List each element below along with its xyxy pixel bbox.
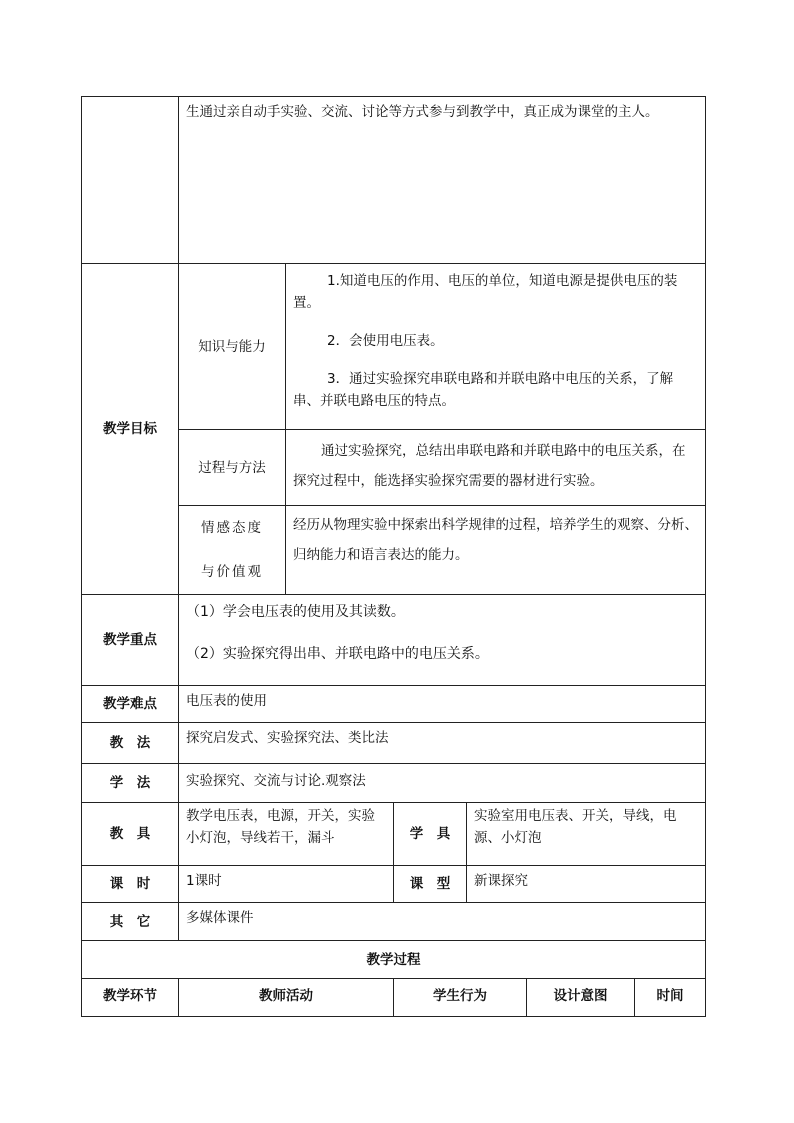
teacher-tools-label: 教 具 [109,826,151,842]
key-points-label: 教学重点 [103,632,157,648]
knowledge-item-1: 1.知道电压的作用、电压的单位，知道电源是提供电压的装置。 [293,273,678,311]
other-label: 其 它 [109,913,151,930]
student-tools-content-cell [466,802,706,866]
difficulty-content-cell [178,685,706,723]
column-header-teacher [178,978,394,1017]
learning-method-label-cell [81,763,179,803]
difficulty-label: 教学难点 [103,696,157,712]
intro-label-cell [81,96,179,264]
intro-text: 生通过亲自动手实验、交流、讨论等方式参与到教学中，真正成为课堂的主人。 [186,104,659,120]
teaching-method-label-cell [81,722,179,764]
learning-method-text: 实验探究、交流与讨论.观察法 [186,773,366,789]
emotion-label-cell [178,505,286,595]
hours-label: 课 时 [109,876,151,892]
emotion-label-line2: 与价值观 [201,564,263,580]
key-point-2: （2）实验探究得出串、并联电路中的电压关系。 [186,646,489,662]
process-header: 教学过程 [366,951,421,968]
student-tools-label: 学 具 [409,826,451,842]
hours-content-cell [178,865,394,903]
column-header-stage-label: 教学环节 [103,988,157,1004]
knowledge-label-cell [178,263,286,430]
type-content-cell [466,865,706,903]
knowledge-label: 知识与能力 [198,338,266,355]
process-content-cell [285,429,706,506]
column-header-student [393,978,527,1017]
knowledge-item-3: 3．通过实验探究串联电路和并联电路中电压的关系，了解串、并联电路电压的特点。 [293,371,674,409]
emotion-text: 经历从物理实验中探索出科学规律的过程，培养学生的观察、分析、归纳能力和语言表达的能力。 [293,517,698,563]
column-header-time [634,978,706,1017]
column-header-teacher-label: 教师活动 [259,988,313,1004]
type-label: 课 型 [409,876,451,892]
type-text: 新课探究 [474,873,528,889]
hours-label-cell [81,865,179,903]
learning-method-content-cell [178,763,706,803]
teacher-tools-content-cell [178,802,394,866]
column-header-intent-label: 设计意图 [553,988,608,1004]
teaching-method-label: 教 法 [109,735,151,751]
teacher-tools-label-cell [81,802,179,866]
student-tools-label-cell [393,802,467,866]
column-header-time-label: 时间 [656,988,684,1004]
objectives-label: 教学目标 [103,421,157,437]
process-header-cell [81,940,706,979]
key-points-label-cell [81,594,179,686]
teaching-method-content-cell [178,722,706,764]
student-tools-text: 实验室用电压表、开关，导线，电源、小灯泡 [474,808,677,846]
column-header-intent [526,978,635,1017]
column-header-student-label: 学生行为 [433,988,487,1004]
type-label-cell [393,865,467,903]
emotion-content-cell [285,505,706,595]
process-text: 通过实验探究，总结出串联电路和并联电路中的电压关系，在探究过程中，能选择实验探究需要的器材进行实验。 [293,443,686,489]
teacher-tools-text: 教学电压表，电源，开关，实验小灯泡，导线若干，漏斗 [186,808,375,846]
other-text: 多媒体课件 [186,910,254,926]
knowledge-content-cell [285,263,706,430]
knowledge-item-2: 2．会使用电压表。 [327,333,444,349]
column-header-stage [81,978,179,1017]
intro-text-cell [178,96,706,264]
process-label-cell [178,429,286,506]
other-content-cell [178,902,706,941]
difficulty-label-cell [81,685,179,723]
hours-text: 1课时 [186,873,222,889]
key-points-content-cell [178,594,706,686]
learning-method-label: 学 法 [109,775,151,791]
difficulty-text: 电压表的使用 [186,693,267,709]
emotion-label-line1: 情感态度 [201,520,263,536]
key-point-1: （1）学会电压表的使用及其读数。 [186,604,405,620]
process-label: 过程与方法 [198,459,266,476]
objectives-label-cell [81,263,179,595]
other-label-cell [81,902,179,941]
teaching-method-text: 探究启发式、实验探究法、类比法 [186,730,389,746]
